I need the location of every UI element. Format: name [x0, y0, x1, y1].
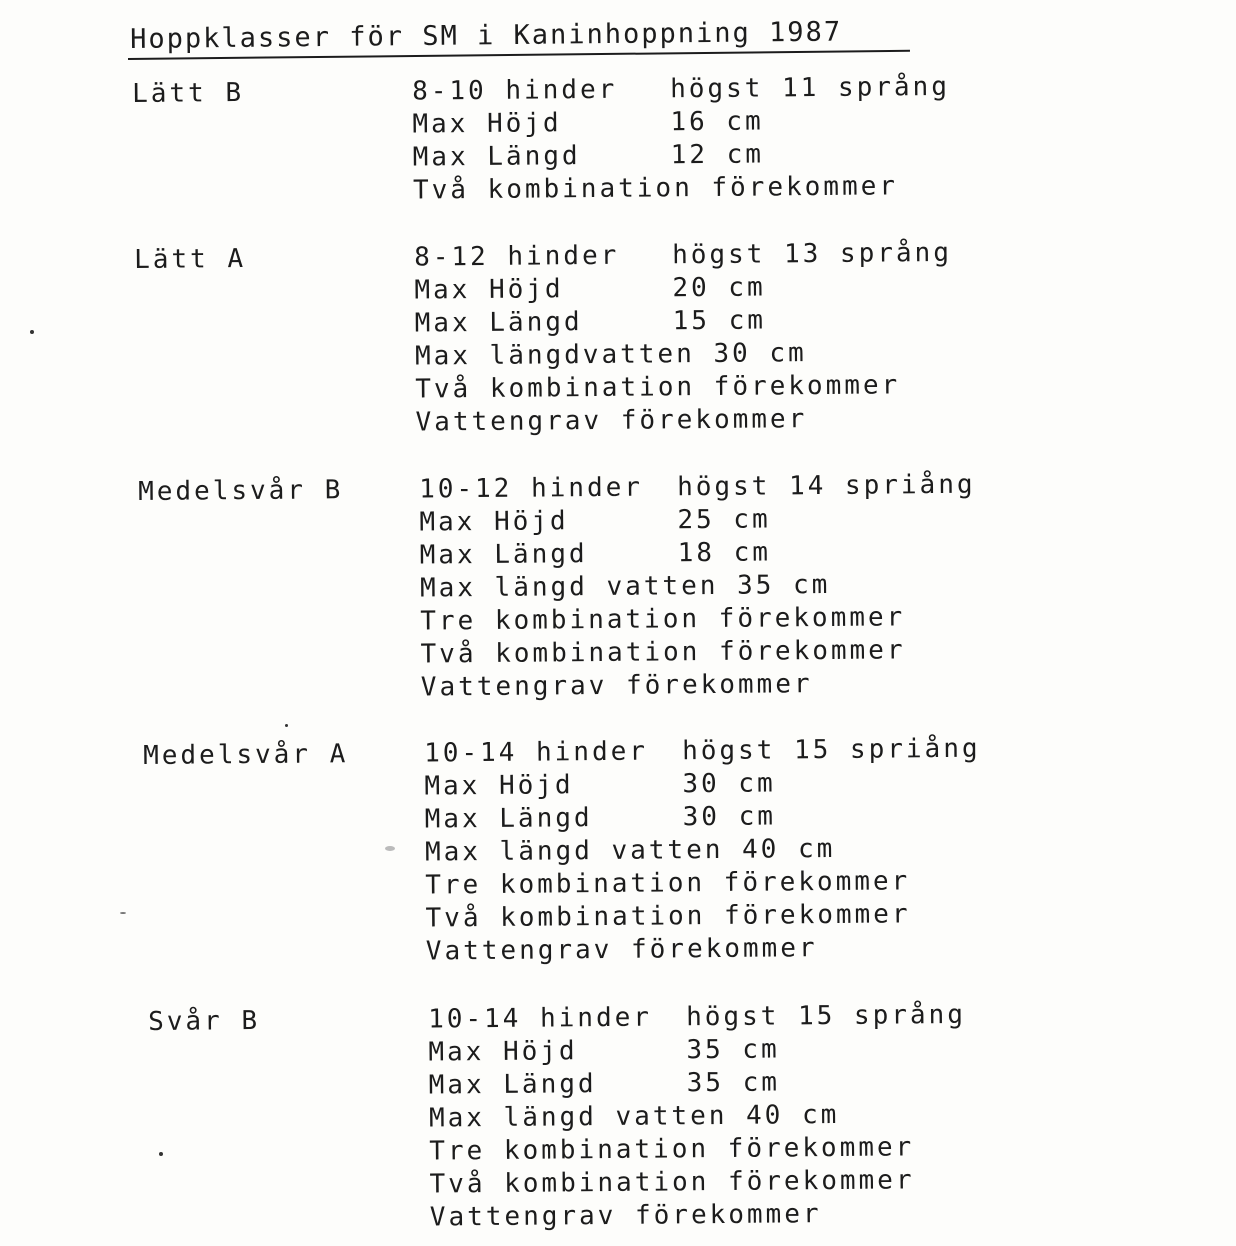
- rule-line-water-ditch: [426, 931, 911, 968]
- rule-label: Max Längd: [419, 539, 588, 571]
- rule-value: 35 cm: [686, 1067, 781, 1099]
- rule-label: 10-14 hinder: [423, 736, 649, 769]
- rule-label: Max längdvatten 30 cm: [414, 338, 807, 372]
- rule-value: högst 13 språng: [671, 237, 953, 271]
- rule-line-combination: [429, 1164, 914, 1201]
- rule-label: Vattengrav förekommer: [425, 933, 818, 967]
- scan-speck: [30, 330, 34, 334]
- scan-speck: [285, 724, 288, 727]
- rule-value: 15 cm: [672, 305, 767, 337]
- rule-label: Tre kombination förekommer: [425, 866, 911, 901]
- rule-line-max-length: [420, 535, 905, 572]
- scan-speck: [159, 1152, 163, 1156]
- rule-label: Max längd vatten 35 cm: [419, 569, 831, 604]
- scan-speck: [120, 912, 126, 914]
- rule-label: Två kombination förekommer: [425, 899, 911, 934]
- rule-label: 10-12 hinder: [418, 472, 644, 505]
- rule-label: Max Höjd: [412, 108, 562, 140]
- rule-line-max-length: [425, 799, 910, 836]
- rule-value: högst 11 språng: [669, 71, 951, 105]
- rule-value: 12 cm: [670, 139, 765, 171]
- rule-line-max-height: [412, 104, 897, 141]
- rule-value: högst 15 spriång: [681, 733, 981, 767]
- rule-label: Vattengrav förekommer: [429, 1199, 822, 1233]
- rule-label: 8-10 hinder: [411, 74, 618, 107]
- rule-value: 25 cm: [677, 504, 771, 536]
- rule-line-max-length: [413, 137, 898, 174]
- rule-label: Max längd vatten 40 cm: [424, 833, 836, 868]
- rule-label: Två kombination förekommer: [412, 171, 899, 206]
- rule-line-max-height: [428, 1032, 913, 1069]
- rule-line-water-ditch: [430, 1197, 915, 1234]
- rule-line-max-height: [424, 766, 909, 803]
- rule-line-water-ditch: [415, 402, 900, 439]
- rule-line-combination: [413, 170, 898, 207]
- rule-line-max-height: [414, 270, 899, 307]
- class-name: Medelsvår A: [143, 739, 349, 771]
- page-title: Hoppklasser för SM i Kaninhoppning 1987: [130, 16, 843, 55]
- rule-label: Max Höjd: [424, 770, 574, 802]
- rule-label: Max Längd: [412, 141, 581, 173]
- rule-label: Två kombination förekommer: [429, 1165, 915, 1200]
- rule-label: Max Längd: [424, 803, 593, 835]
- rule-line-max-length: [415, 303, 900, 340]
- class-name: Medelsvår B: [138, 475, 344, 507]
- class-name: Lätt A: [134, 244, 247, 275]
- rule-label: Max längd vatten 40 cm: [428, 1099, 840, 1134]
- rule-label: Max Höjd: [414, 274, 564, 306]
- rule-line-max-water-length: [420, 568, 905, 605]
- rule-line-obstacles: [423, 733, 981, 770]
- rule-value: 20 cm: [672, 272, 766, 304]
- rule-value: högst 15 språng: [685, 999, 967, 1033]
- rule-value: 16 cm: [670, 106, 764, 138]
- rule-label: Två kombination förekommer: [420, 635, 906, 670]
- class-name: Svår B: [148, 1006, 261, 1037]
- rule-line-max-water-length: [425, 832, 910, 869]
- rule-line-max-height: [419, 502, 904, 539]
- rule-line-combination: [420, 634, 905, 671]
- class-rules: [423, 733, 981, 968]
- rule-label: Tre kombination förekommer: [420, 602, 906, 637]
- rule-label: Max Längd: [414, 307, 583, 339]
- rule-value: 18 cm: [677, 537, 772, 569]
- class-rules: [411, 71, 951, 207]
- rule-label: 8-12 hinder: [413, 240, 620, 273]
- class-name: Lätt B: [132, 78, 245, 109]
- rule-line-max-water-length: [429, 1098, 914, 1135]
- rule-line-max-length: [429, 1065, 914, 1102]
- rule-label: Vattengrav förekommer: [415, 404, 808, 438]
- class-rules: [413, 237, 953, 439]
- rule-label: Max Höjd: [428, 1036, 578, 1068]
- rule-line-triple-combination: [429, 1131, 914, 1168]
- rule-value: 30 cm: [682, 768, 776, 800]
- rule-line-obstacles: [427, 999, 967, 1036]
- rule-value: 35 cm: [686, 1034, 780, 1066]
- rule-label: 10-14 hinder: [427, 1002, 653, 1035]
- scan-speck: [385, 846, 395, 851]
- rule-line-triple-combination: [420, 601, 905, 638]
- rule-line-obstacles: [411, 71, 951, 108]
- rule-label: Tre kombination förekommer: [429, 1132, 915, 1167]
- class-rules: [418, 469, 976, 704]
- class-rules: [427, 999, 967, 1234]
- rule-line-obstacles: [413, 237, 953, 274]
- rule-label: Vattengrav förekommer: [420, 669, 813, 703]
- rule-label: Två kombination förekommer: [415, 370, 901, 405]
- rule-label: Max Höjd: [419, 506, 569, 538]
- rule-line-combination: [425, 898, 910, 935]
- rule-line-max-water-length: [415, 336, 900, 373]
- rule-value: högst 14 spriång: [676, 469, 976, 503]
- rule-line-triple-combination: [425, 865, 910, 902]
- rule-label: Max Längd: [428, 1069, 597, 1101]
- rule-line-water-ditch: [421, 667, 906, 704]
- rule-line-combination: [415, 369, 900, 406]
- rule-value: 30 cm: [682, 801, 777, 833]
- rule-line-obstacles: [418, 469, 976, 506]
